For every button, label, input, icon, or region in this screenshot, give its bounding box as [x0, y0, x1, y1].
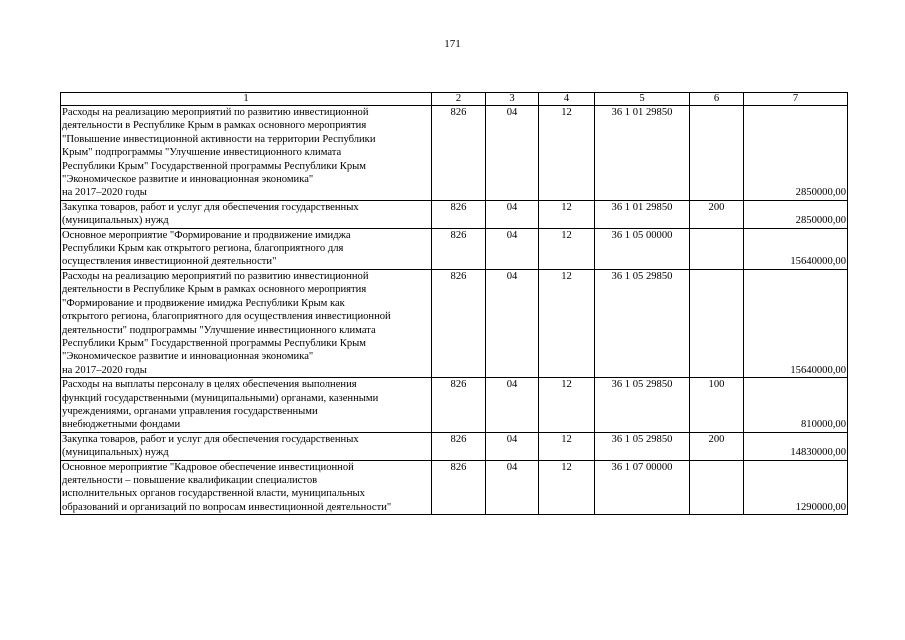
row-ministry-code: 826: [432, 378, 486, 433]
table-row: [61, 228, 848, 269]
header-col-3: 3: [486, 93, 539, 106]
row-expense-type: 200: [690, 432, 744, 460]
row-ministry-code: 826: [432, 269, 486, 377]
table-row: [61, 432, 848, 460]
row-section: 04: [486, 269, 539, 377]
row-ministry-code: 826: [432, 228, 486, 269]
header-col-5: 5: [595, 93, 690, 106]
header-col-7: 7: [744, 93, 848, 106]
table-row: [61, 106, 848, 201]
header-col-6: 6: [690, 93, 744, 106]
row-name: Основное мероприятие "Формирование и продвижение имиджа Республики Крым как открытого региона, благоприятного для осуществления инвестиционной деятельности": [61, 228, 432, 269]
row-section: 04: [486, 432, 539, 460]
header-row: [61, 93, 848, 106]
row-name: Расходы на выплаты персоналу в целях обеспечения выполнения функций государственными (муниципальными) органами, казенными учреждениями, органами управления государственными внебюджетными фондами: [61, 378, 432, 433]
budget-table: [60, 92, 848, 515]
row-target-article: 36 1 05 29850: [595, 269, 690, 377]
row-expense-type: [690, 106, 744, 201]
row-target-article: 36 1 05 29850: [595, 378, 690, 433]
row-ministry-code: 826: [432, 460, 486, 515]
row-section: 04: [486, 460, 539, 515]
row-expense-type: [690, 269, 744, 377]
row-section: 04: [486, 106, 539, 201]
row-amount: 14830000,00: [744, 432, 848, 460]
row-name: Закупка товаров, работ и услуг для обеспечения государственных (муниципальных) нужд: [61, 200, 432, 228]
row-amount: 2850000,00: [744, 200, 848, 228]
row-name: Закупка товаров, работ и услуг для обеспечения государственных (муниципальных) нужд: [61, 432, 432, 460]
row-section: 04: [486, 228, 539, 269]
row-subsection: 12: [539, 200, 595, 228]
row-target-article: 36 1 01 29850: [595, 106, 690, 201]
row-amount: 15640000,00: [744, 228, 848, 269]
row-name: Основное мероприятие "Кадровое обеспечение инвестиционной деятельности – повышение квалификации специалистов исполнительных органов государственной власти, муниципальных образований и организаций по вопросам инвестиционной деятельности": [61, 460, 432, 515]
table-row: [61, 200, 848, 228]
row-name: Расходы на реализацию мероприятий по развитию инвестиционной деятельности в Республике Крым в рамках основного мероприятия "Повышение инвестиционной активности на территории Республики Крым" подпрограммы "Улучшение инвестиционного климата Республики Крым" Государственной программы Республики Крым "Экономическое развитие и инновационная экономика" на 2017–2020 годы: [61, 106, 432, 201]
row-subsection: 12: [539, 106, 595, 201]
header-col-4: 4: [539, 93, 595, 106]
row-subsection: 12: [539, 460, 595, 515]
row-expense-type: [690, 228, 744, 269]
table-row: [61, 460, 848, 515]
table-row: [61, 378, 848, 433]
row-amount: 1290000,00: [744, 460, 848, 515]
row-target-article: 36 1 01 29850: [595, 200, 690, 228]
row-expense-type: [690, 460, 744, 515]
row-ministry-code: 826: [432, 106, 486, 201]
row-subsection: 12: [539, 269, 595, 377]
row-expense-type: 200: [690, 200, 744, 228]
row-target-article: 36 1 07 00000: [595, 460, 690, 515]
row-section: 04: [486, 378, 539, 433]
row-amount: 810000,00: [744, 378, 848, 433]
row-amount: 2850000,00: [744, 106, 848, 201]
row-ministry-code: 826: [432, 432, 486, 460]
row-subsection: 12: [539, 378, 595, 433]
row-subsection: 12: [539, 228, 595, 269]
row-expense-type: 100: [690, 378, 744, 433]
row-ministry-code: 826: [432, 200, 486, 228]
row-target-article: 36 1 05 00000: [595, 228, 690, 269]
table-row: [61, 269, 848, 377]
row-target-article: 36 1 05 29850: [595, 432, 690, 460]
header-col-1: 1: [61, 93, 432, 106]
row-subsection: 12: [539, 432, 595, 460]
row-section: 04: [486, 200, 539, 228]
header-col-2: 2: [432, 93, 486, 106]
row-amount: 15640000,00: [744, 269, 848, 377]
page-number: 171: [444, 38, 461, 50]
row-name: Расходы на реализацию мероприятий по развитию инвестиционной деятельности в Республике Крым в рамках основного мероприятия "Формирование и продвижение имиджа Республики Крым как открытого региона, благоприятного для осуществления инвестиционной деятельности" подпрограммы "Улучшение инвестиционного климата Республики Крым" Государственной программы Республики Крым "Экономическое развитие и инновационная экономика" на 2017–2020 годы: [61, 269, 432, 377]
